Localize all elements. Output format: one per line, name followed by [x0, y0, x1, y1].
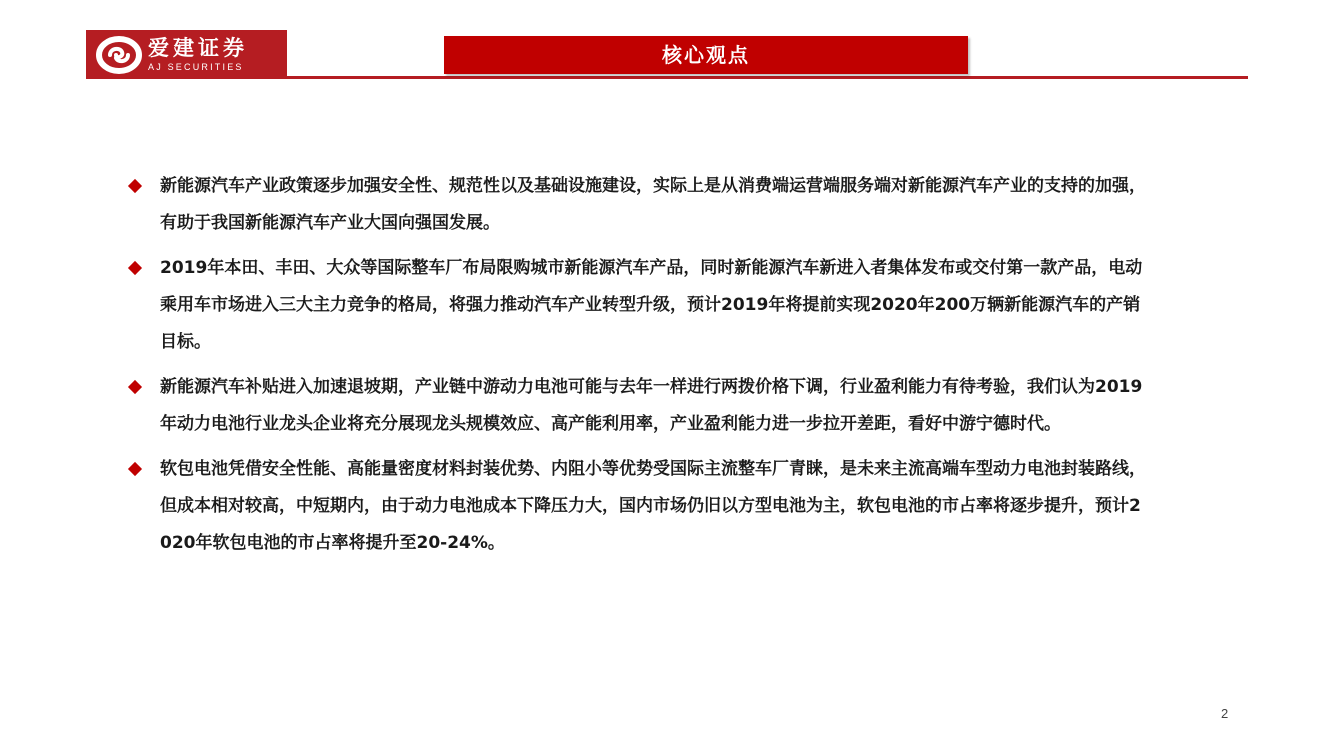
- bullet-text: 软包电池凭借安全性能、高能量密度材料封装优势、内阻小等优势受国际主流整车厂青睐，是未来主流高端车型动力电池封装路线，但成本相对较高，中短期内，由于动力电池成本下降压力大，国内市场仍旧以方型电池为主，软包电池的市占率将逐步提升，预计2020年软包电池的市占率将提升至20-24%。: [160, 459, 1146, 553]
- diamond-bullet-icon: [128, 261, 142, 275]
- diamond-bullet-icon: [128, 179, 142, 193]
- logo-text: [148, 36, 248, 73]
- diamond-bullet-icon: [128, 462, 142, 476]
- company-logo: [86, 30, 287, 79]
- bullet-item: [127, 250, 1147, 361]
- page-number: 2: [1221, 706, 1229, 721]
- logo-name-en: AJ SECURITIES: [148, 62, 244, 72]
- bullet-text: 新能源汽车产业政策逐步加强安全性、规范性以及基础设施建设，实际上是从消费端运营端服务端对新能源汽车产业的支持的加强，有助于我国新能源汽车产业大国向强国发展。: [160, 176, 1146, 233]
- page-title: 核心观点: [444, 36, 968, 74]
- bullet-text: 新能源汽车补贴进入加速退坡期，产业链中游动力电池可能与去年一样进行两拨价格下调，行业盈利能力有待考验，我们认为2019年动力电池行业龙头企业将充分展现龙头规模效应、高产能利用率，产业盈利能力进一步拉开差距，看好中游宁德时代。: [160, 377, 1143, 434]
- bullet-text: 2019年本田、丰田、大众等国际整车厂布局限购城市新能源汽车产品，同时新能源汽车新进入者集体发布或交付第一款产品，电动乘用车市场进入三大主力竞争的格局，将强力推动汽车产业转型升级，预计2019年将提前实现2020年200万辆新能源汽车的产销目标。: [160, 258, 1143, 352]
- bullet-list: [127, 168, 1147, 570]
- diamond-bullet-icon: [128, 380, 142, 394]
- bullet-item: [127, 451, 1147, 562]
- logo-name-cn: 爱建证券: [148, 35, 248, 60]
- bullet-item: [127, 369, 1147, 443]
- header-divider: [286, 76, 1248, 79]
- bullet-item: [127, 168, 1147, 242]
- logo-emblem-icon: [96, 35, 142, 75]
